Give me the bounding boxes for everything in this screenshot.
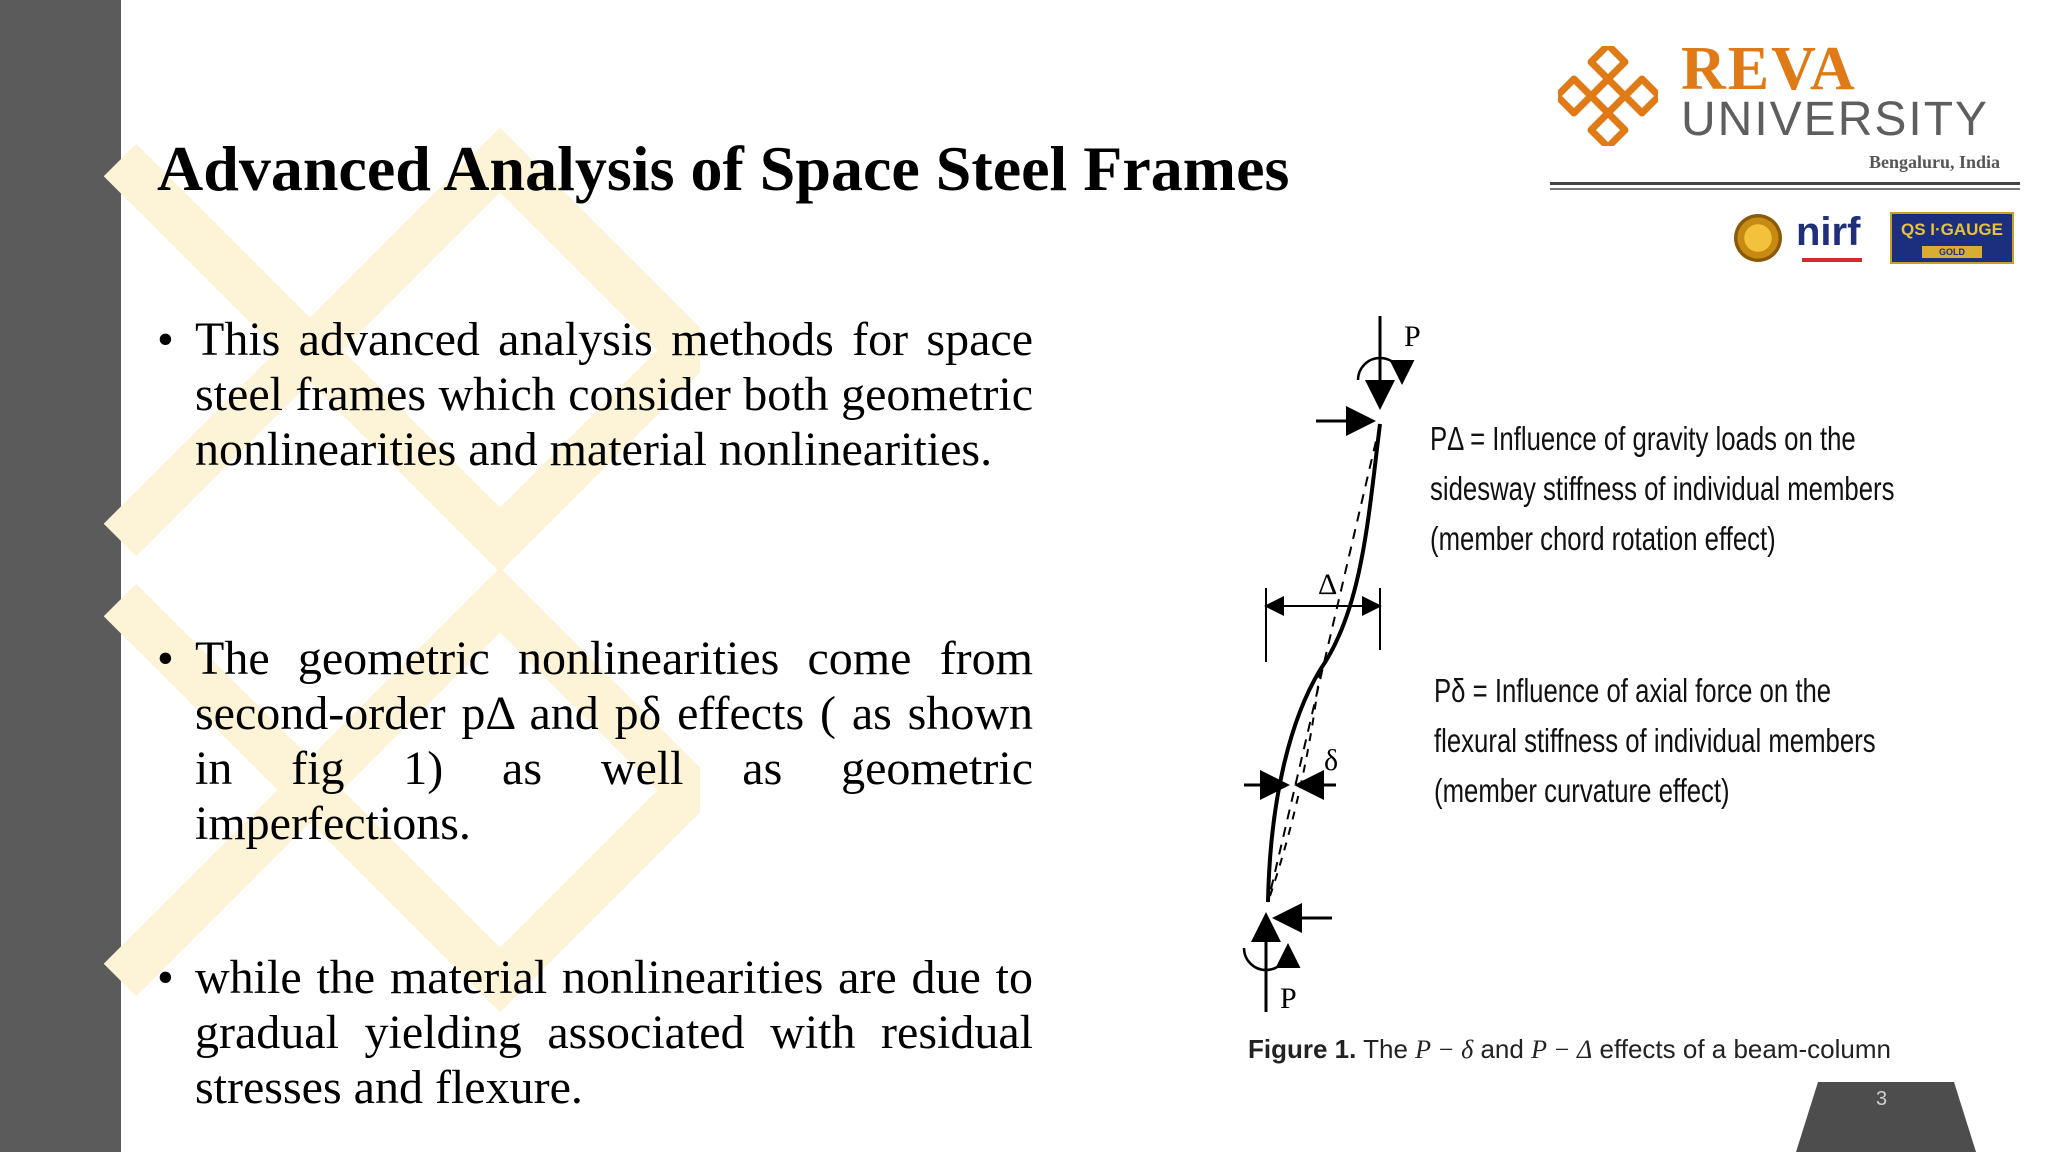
logo-name-reva: REVA — [1681, 35, 1857, 103]
bullet-text: The geometric nonlinearities come from second-order pΔ and pδ effects ( as shown in fig 1) as well as geometric imperfections. — [195, 632, 1033, 850]
slide-title: Advanced Analysis of Space Steel Frames — [157, 133, 1290, 204]
reva-knot-logo-icon — [1558, 46, 1658, 146]
annotation-pdelta-line1: PΔ = Influence of gravity loads on the — [1430, 420, 1856, 457]
logo-divider — [1550, 182, 2020, 185]
label-p-top: P — [1404, 320, 1421, 353]
figure-caption-eq1: P − δ — [1415, 1035, 1474, 1064]
logo-divider-thin — [1550, 188, 2020, 190]
label-p-bottom: P — [1280, 982, 1297, 1015]
annotation-psmall-line2: flexural stiffness of individual members — [1434, 722, 1876, 759]
figure-caption-eq2: P − Δ — [1531, 1035, 1593, 1064]
annotation-pdelta-line2: sidesway stiffness of individual members — [1430, 470, 1895, 507]
nirf-badge: nirf — [1796, 210, 1861, 254]
qs-igauge-badge — [1890, 212, 2014, 264]
figure-caption-text-after: effects of a beam-column — [1599, 1034, 1891, 1064]
label-delta-big: Δ — [1318, 568, 1338, 601]
logo-name-university: UNIVERSITY — [1681, 93, 1990, 146]
qs-badge-label: QS I·GAUGE — [1900, 220, 2003, 239]
bullet-dot-icon: • — [157, 313, 174, 366]
figure-caption-label: Figure 1. — [1248, 1034, 1357, 1064]
annotation-pdelta — [1430, 414, 1894, 564]
nirf-underline — [1802, 258, 1862, 262]
qs-badge-tier: GOLD — [1922, 246, 1982, 258]
annotation-pdelta-line3: (member chord rotation effect) — [1430, 520, 1776, 557]
annotation-psmall-line1: Pδ = Influence of axial force on the — [1434, 672, 1832, 709]
bullet-text: while the material nonlinearities are due to gradual yielding associated with residual stresses and flexure. — [195, 951, 1033, 1114]
page-number: 3 — [1876, 1088, 1888, 1110]
label-delta-small: δ — [1324, 744, 1339, 777]
figure-caption — [1248, 1034, 1891, 1065]
aicte-seal-icon — [1734, 214, 1782, 262]
bullet-text: This advanced analysis methods for space steel frames which consider both geometric nonlinearities and material nonlinearities. — [195, 313, 1033, 476]
annotation-psmall-line3: (member curvature effect) — [1434, 772, 1730, 809]
university-logo — [1540, 36, 2020, 276]
figure-caption-text-before: The — [1363, 1034, 1408, 1064]
bullet-dot-icon: • — [157, 632, 174, 685]
bullet-dot-icon: • — [157, 951, 174, 1004]
logo-location: Bengaluru, India — [1868, 152, 2000, 172]
annotation-psmall — [1434, 666, 1876, 816]
figure-caption-text-mid: and — [1480, 1034, 1524, 1064]
